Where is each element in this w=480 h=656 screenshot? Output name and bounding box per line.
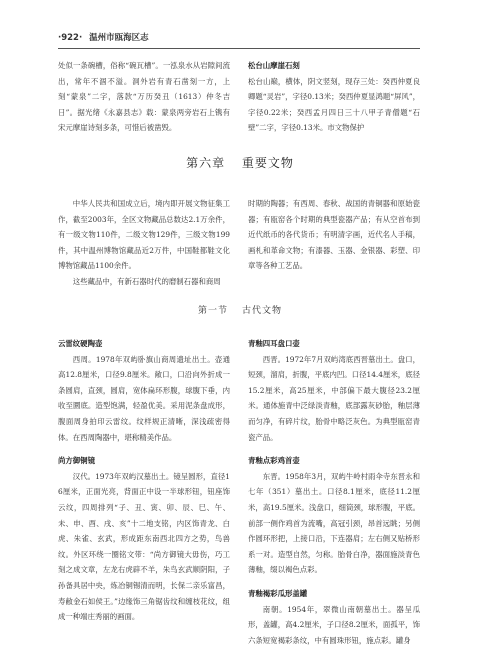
- artifact-entry: [248, 586, 420, 648]
- top-right-heading: 松台山摩崖石刻: [248, 61, 300, 70]
- top-left-column: [58, 58, 230, 136]
- artifact-entry: [58, 453, 230, 625]
- chapter-title: 重要文物: [241, 156, 294, 170]
- page-header: [58, 30, 420, 49]
- intro-paragraph-2: 这些藏品中，有新石器时代的磨制石器和商周: [72, 276, 221, 286]
- artifact-entry: [248, 453, 420, 578]
- artifact-entry: [248, 336, 420, 445]
- section-number: 第一节: [198, 306, 229, 316]
- artifact-description: 汉代。1973年双屿汉墓出土。镜呈圆形，直径16厘米，正面光亮，背面正中设一半球形钮，钮座饰云纹，四周排列“子、丑、寅、卯、辰、巳、午、未、申、酉、戌、亥”十二地支铭，内区饰青龙、白虎、朱雀、玄武，形成距东南西北四方之势，鸟兽纹。外区环绕一圈铭文带：“尚方御镜大毋伤，巧工刻之成文章，左龙右虎辟不羊，朱鸟玄武顺阴阳，子孙备具居中央，炼冶铜锡清而明，长保二亲乐富昌，寿敝金石如侯王。”边缘饰三角锯齿纹和缠枝花纹，组成一种端庄秀丽的画面。: [58, 471, 230, 622]
- book-title: 温州市瓯海区志: [89, 33, 149, 43]
- top-right-paragraph: 松台山巅，横体，阴文竖刻，现存三处：癸西仲夏良卿题“灵岩”，字径0.13米；癸西仲夏显鸿题“屏风”，字径0.22米；癸西孟月四日三十八甲子青僧题“石壁”二字，字径0.13米。市文物保护: [248, 76, 420, 133]
- artifact-title: 青釉四耳盘口壶: [248, 339, 300, 348]
- section-heading: [0, 303, 480, 316]
- chapter-heading: [0, 154, 480, 171]
- artifacts-left-column: [58, 336, 230, 633]
- artifact-title: 青釉褐彩瓜形盖罐: [248, 588, 308, 598]
- artifact-description: 西晋。1972年7月双屿湾底西晋墓出土。盘口，短颈，溜肩，折腹，平底内凹。口径14.4厘米，底径15.2厘米，高25厘米，中部偏下最大腹径23.2厘米。通体施青中泛绿淡青釉，底部露灰砂胎，釉层薄而匀净，有碎片纹，胎骨中略泛灰色。为典型瓯窑青瓷产品。: [248, 354, 420, 442]
- artifact-description: 南朝。1954年，翠微山南朝墓出土。器呈瓜形，盖罐，高4.2厘米，子口径8.2厘米，面孤平，饰六条短宽褐彩条纹，中有圆珠形钮，施点彩。罐身: [248, 604, 420, 645]
- section-title: 古代文物: [241, 306, 282, 316]
- artifact-description: 西周。1978年双屿卧旗山商周遗址出土。壶通高12.8厘米，口径9.8厘米。敞口，口沿向外折成一条圆肩，直颈，圆肩，宽体扁环形腹，球腹下垂，内收至圜底。造型饱满，轻盈优美。采用泥条盘成形，腹面周身拍印云雷纹。纹样规正清晰，深浅疏密得体。在西周陶器中，堪称精美作品。: [58, 354, 230, 442]
- artifact-entry: [58, 336, 230, 445]
- artifact-title: 云雷纹硬陶壶: [58, 339, 103, 348]
- intro-left-column: [58, 196, 230, 290]
- artifact-title: 尚方御铜镜: [58, 456, 95, 466]
- chapter-number: 第六章: [186, 156, 226, 170]
- top-right-column: [248, 58, 420, 136]
- intro-paragraph-3: 时期的陶器；有西周、春秋、战国的青铜器和原始瓷器；有瓯窑各个时期的典型瓷器产品；有从空首布到近代纸币的各代货币；有明清字画，近代名人手稿，画札和革命文物；有漆器、玉器、金银器、彩塑、印章等各种工艺品。: [248, 199, 420, 271]
- artifact-title: 青釉点彩鸡首壶: [248, 456, 300, 466]
- intro-right-column: [248, 196, 420, 274]
- top-left-paragraph: 处似一条碗槽，俗称“碗瓦槽”。一泓泉水从岩隙间流出，常年不涸不溢。洞外岩有青石凿刻一方，上刻“蒙泉”二字，落款“万历癸丑（1613）仲冬吉日”。据光绪《永嘉县志》载：蒙泉两旁岩石上镌有宋元摩崖诗刻多条，可惜后被凿毁。: [58, 61, 230, 133]
- artifact-description: 东晋。1958年3月，双屿牛岭村雨伞寺东晋永和七年（351）墓出土。口径8.1厘米，底径11.2厘米，高19.5厘米。浅盘口，细筒颈，球形腹，平底。前部一侧作鸡首为流嘴，高冠引颈，昂首远眺；另侧作圆环形把，上接口沿，下连器肩；左右侧又贴桥形系一对。造型自然，匀称。胎骨白净，器面施淡青色薄釉，缀以褐色点彩。: [248, 471, 420, 575]
- artifacts-right-column: [248, 336, 420, 656]
- intro-paragraph-1: 中华人民共和国成立后，境内即开展文物征集工作，截至2003年，全区文物藏品总数达2.1万余件，有一级文物110件，二级文物129件，三级文物199件，其中温州博物馆藏品近2万件，中国鞋都鞋文化博物馆藏品1100余件。: [58, 199, 230, 271]
- page-number: ·922·: [58, 33, 83, 43]
